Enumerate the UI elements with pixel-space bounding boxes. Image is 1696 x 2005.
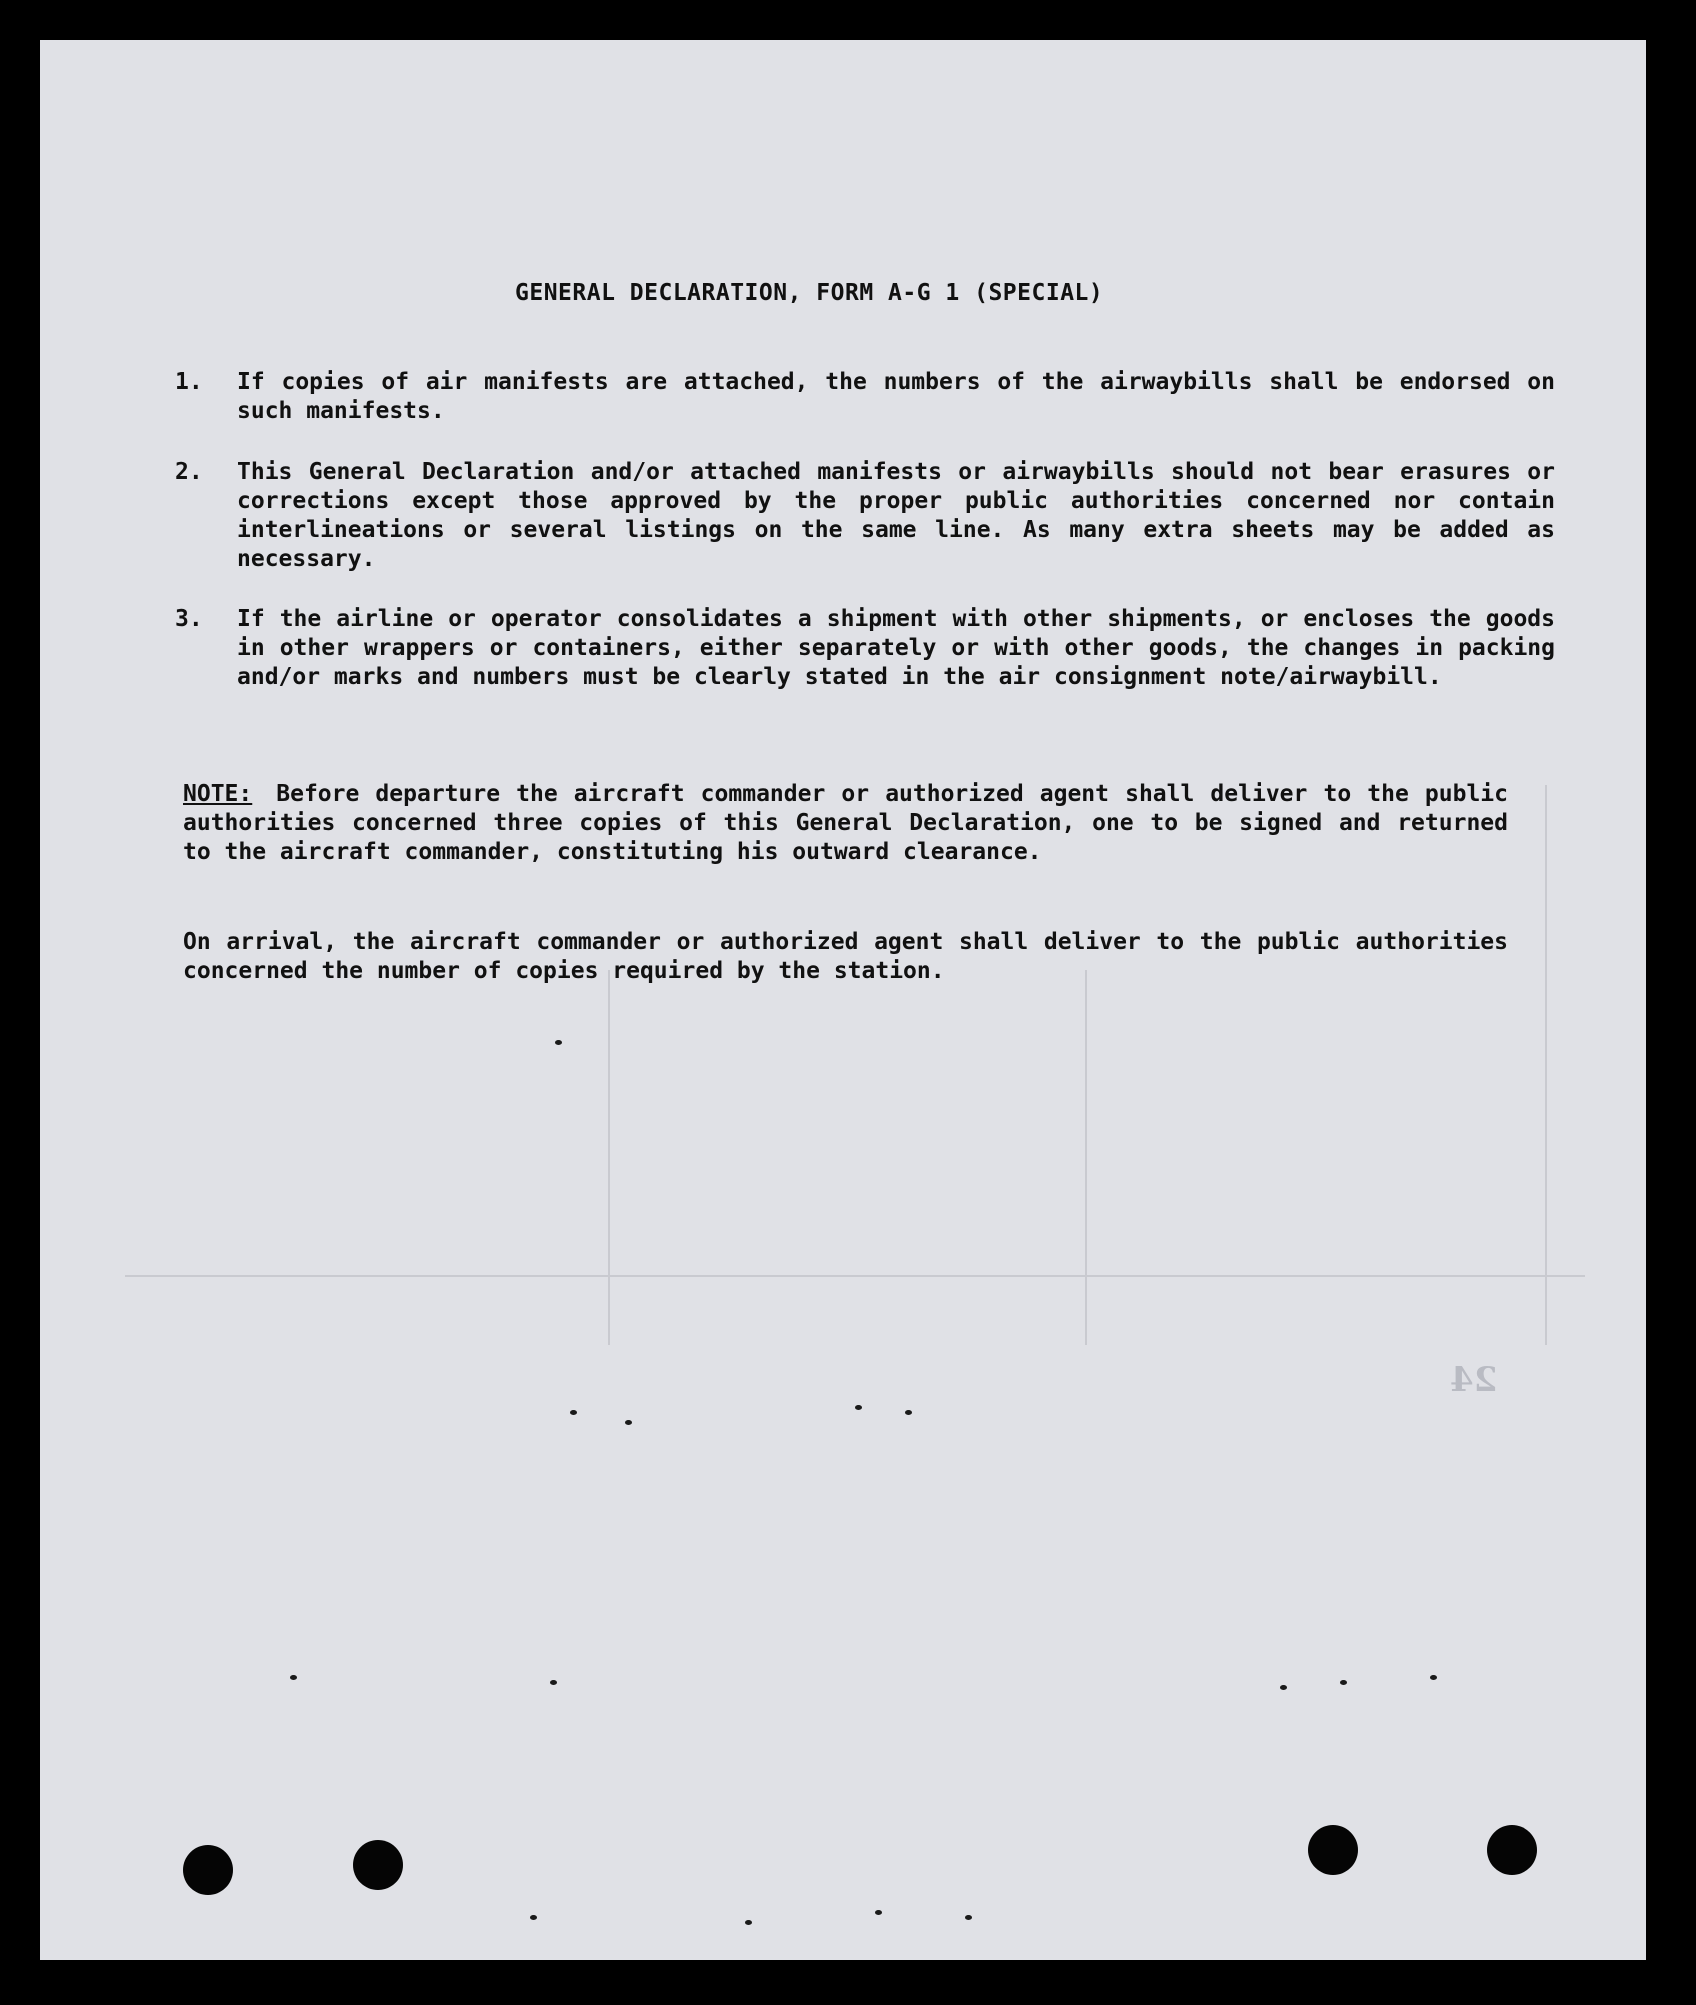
note-paragraph (183, 780, 1508, 867)
ink-speck (555, 1040, 562, 1045)
punch-hole (353, 1840, 403, 1890)
note-label: NOTE: (183, 781, 253, 807)
instruction-item (175, 458, 1555, 574)
ink-speck (290, 1675, 297, 1680)
ink-speck (875, 1910, 882, 1915)
punch-hole (1308, 1825, 1358, 1875)
ink-speck (625, 1420, 632, 1425)
bleed-through-mark: 24 (1450, 1360, 1498, 1400)
item-number: 1. (175, 369, 203, 395)
bleed-through-line (1085, 970, 1087, 1345)
ink-speck (550, 1680, 557, 1685)
bleed-through-line (1545, 785, 1547, 1345)
document-title: GENERAL DECLARATION, FORM A-G 1 (SPECIAL) (515, 280, 1104, 306)
ink-speck (905, 1410, 912, 1415)
instruction-item (175, 368, 1555, 426)
punch-hole (183, 1845, 233, 1895)
item-text: If copies of air manifests are attached, the numbers of the airwaybills shall be endorsed on such manifests. (237, 369, 1555, 424)
arrival-paragraph: On arrival, the aircraft commander or authorized agent shall deliver to the public authorities concerned the number of copies required by the station. (183, 929, 1508, 984)
bleed-through-line (608, 970, 610, 1345)
item-text: This General Declaration and/or attached manifests or airwaybills should not bear erasures or corrections except those approved by the proper public authorities concerned nor contain interlineations or several listings on the same line. As many extra sheets may be added as necessary. (237, 459, 1555, 572)
instruction-item (175, 605, 1555, 692)
item-number: 3. (175, 606, 203, 632)
item-text: If the airline or operator consolidates a shipment with other shipments, or encloses the goods in other wrappers or containers, either separately or with other goods, the changes in packing and/or marks and numbers must be clearly stated in the air consignment note/airwaybill. (237, 606, 1555, 690)
punch-hole (1487, 1825, 1537, 1875)
ink-speck (570, 1410, 577, 1415)
ink-speck (965, 1915, 972, 1920)
ink-speck (530, 1915, 537, 1920)
note-text: Before departure the aircraft commander or authorized agent shall deliver to the public authorities concerned three copies of this General Declaration, one to be signed and returned to the aircraft commander, constituting his outward clearance. (183, 781, 1508, 865)
ink-speck (1430, 1675, 1437, 1680)
ink-speck (745, 1920, 752, 1925)
ink-speck (855, 1405, 862, 1410)
ink-speck (1280, 1685, 1287, 1690)
bleed-through-line (125, 1275, 1585, 1277)
item-number: 2. (175, 459, 203, 485)
document-page (40, 40, 1646, 1960)
ink-speck (1340, 1680, 1347, 1685)
